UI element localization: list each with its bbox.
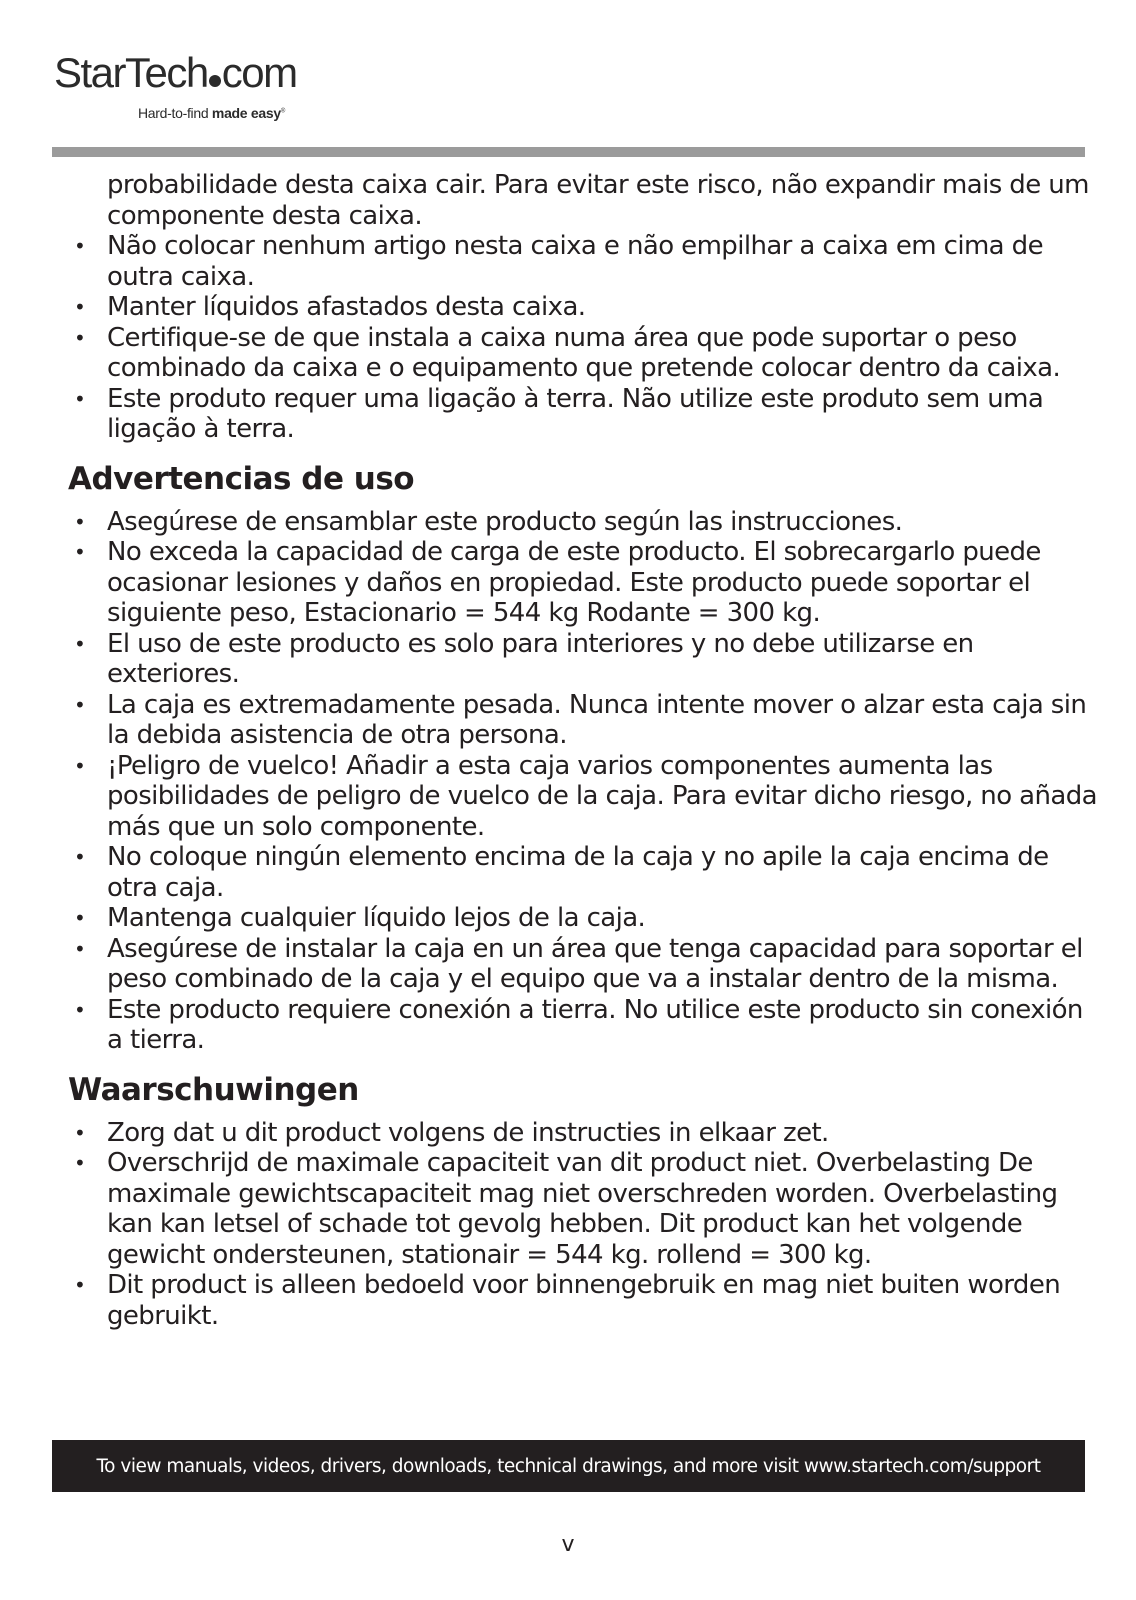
bullet-icon: • — [74, 1151, 86, 1175]
support-footer-bar — [52, 1440, 1085, 1492]
bullet-icon: • — [74, 295, 86, 319]
section-heading-dutch: Waarschuwingen — [68, 1071, 359, 1108]
list-item: • Asegúrese de instalar la caja en un área que tenga capacidad para soportar el peso combinado de la caja y el equipo que va a instalar dentro de la misma. — [74, 933, 1083, 994]
list-item: • Não colocar nenhum artigo nesta caixa e não empilhar a caixa em cima de outra caixa. — [74, 231, 1043, 292]
list-item: • Dit product is alleen bedoeld voor binnengebruik en mag niet buiten worden gebruikt. — [74, 1270, 1061, 1331]
bullet-icon: • — [74, 936, 86, 961]
page-number: v — [561, 1532, 575, 1557]
list-item: • No coloque ningún elemento encima de la caja y no apile la caja encima de otra caja. — [74, 842, 1049, 903]
dutch-warning-list — [0, 1118, 1136, 1332]
list-item: • Overschrijd de maximale capaciteit van dit product niet. Overbelasting De maximale gewichtscapaciteit mag niet overschreden worden. Overbelasting kan kan letsel of schade tot gevolg hebben. Dit product kan het volgende gewicht ondersteunen, stationair = 544 kg. rollend = 300 kg. — [74, 1148, 1058, 1270]
support-footer-text: To view manuals, videos, drivers, downloads, technical drawings, and more visit www.startech.com/support — [96, 1455, 1041, 1477]
bullet-icon: • — [74, 845, 86, 869]
bullet-icon: • — [74, 386, 86, 411]
logo-tagline: Hard-to-find made easy® — [138, 105, 285, 121]
bullet-icon: • — [74, 1120, 86, 1145]
list-item: • Manter líquidos afastados desta caixa. — [74, 292, 586, 322]
header-divider — [52, 147, 1085, 157]
list-item: • Asegúrese de ensamblar este producto según las instrucciones. — [74, 506, 903, 537]
list-item: • Certifique-se de que instala a caixa numa área que pode suportar o peso combinado da caixa e o equipamento que pretende colocar dentro da caixa. — [74, 322, 1061, 383]
bullet-icon: • — [74, 997, 86, 1022]
portuguese-warning-list — [0, 231, 1136, 445]
bullet-icon: • — [74, 234, 86, 258]
list-item: • La caja es extremadamente pesada. Nunca intente mover o alzar esta caja sin la debida asistencia de otra persona. — [74, 689, 1087, 750]
section-heading-spanish: Advertencias de uso — [68, 460, 415, 497]
list-item: • Zorg dat u dit product volgens de instructies in elkaar zet. — [74, 1117, 829, 1148]
bullet-icon: • — [74, 1273, 86, 1297]
list-item: • El uso de este producto es solo para interiores y no debe utilizarse en exteriores. — [74, 628, 974, 689]
logo-dot-icon — [209, 75, 221, 87]
bullet-icon: • — [74, 692, 86, 717]
bullet-icon: • — [74, 631, 86, 656]
list-item: • Mantenga cualquier líquido lejos de la caja. — [74, 903, 646, 933]
startech-logo — [54, 50, 314, 126]
logo-wordmark: StarTech com — [54, 49, 297, 96]
page-content — [0, 170, 1136, 1331]
bullet-icon: • — [74, 325, 86, 350]
list-item: • ¡Peligro de vuelco! Añadir a esta caja varios componentes aumenta las posibilidades de peligro de vuelco de la caja. Para evitar dicho riesgo, no añada más que un solo componente. — [74, 750, 1097, 842]
list-item: • Este producto requiere conexión a tierra. No utilice este producto sin conexión a tierra. — [74, 994, 1083, 1055]
bullet-icon: • — [74, 906, 86, 930]
list-item: • No exceda la capacidad de carga de este producto. El sobrecargarlo puede ocasionar lesiones y daños en propiedad. Este producto puede soportar el siguiente peso, Estacionario = 544 kg Rodante = 300 kg. — [74, 537, 1041, 628]
bullet-icon: • — [74, 753, 86, 778]
bullet-icon: • — [74, 540, 86, 564]
continuation-paragraph: probabilidade desta caixa cair. Para evitar este risco, não expandir mais de um componente desta caixa. — [107, 170, 1089, 231]
list-item: • Este produto requer uma ligação à terra. Não utilize este produto sem uma ligação à terra. — [74, 383, 1044, 444]
bullet-icon: • — [74, 509, 86, 534]
spanish-warning-list — [0, 507, 1136, 1056]
